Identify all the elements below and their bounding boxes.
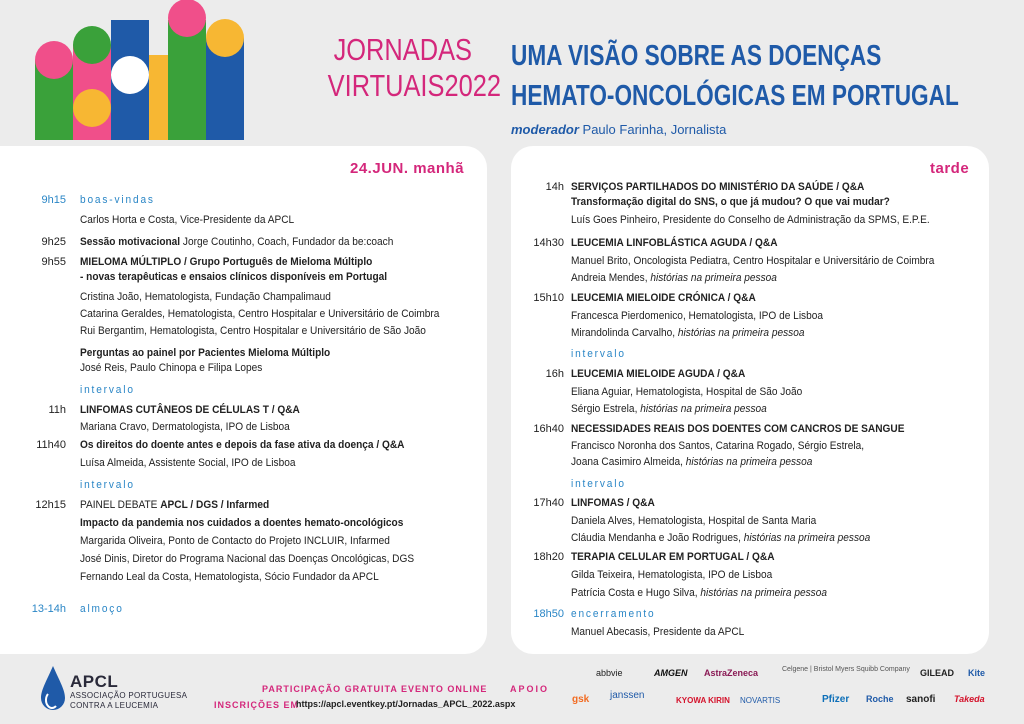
schedule-text: histórias na primeira pessoa	[650, 272, 777, 284]
schedule-text: intervalo	[80, 384, 135, 396]
schedule-text: Transformação digital do SNS, o que já mudou? O que vai mudar?	[571, 196, 890, 208]
schedule-line	[80, 193, 161, 208]
sponsor-bms: Celgene | Bristol Myers Squibb Company	[782, 666, 910, 673]
schedule-text: , Hematologista, IPO de Lisboa	[632, 569, 773, 581]
schedule-text: , Coach, Fundador da be:coach	[251, 236, 394, 248]
schedule-text: - novas terapêuticas e ensaios clínicos disponíveis em Portugal	[80, 271, 388, 283]
schedule-text: Manuel Brito	[571, 255, 628, 267]
sponsor-amgen: AMGEN	[654, 668, 688, 678]
schedule-line	[571, 236, 795, 251]
schedule-line	[80, 570, 405, 585]
schedule-text: LINFOMAS CUTÂNEOS DE CÉLULAS T / Q&A	[80, 404, 300, 416]
schedule-text: , Presidente da APCL	[647, 626, 745, 638]
schedule-line	[80, 270, 414, 285]
session-time: 9h55	[41, 256, 66, 268]
participation-note: PARTICIPAÇÃO GRATUITA EVENTO ONLINE	[262, 684, 488, 694]
schedule-text: , Ponto de Contacto do Projeto INCLUIR, Infarmed	[162, 535, 390, 547]
sponsor-pfizer: Pfizer	[822, 694, 850, 705]
schedule-text: LEUCEMIA MIELOIDE CRÓNICA / Q&A	[571, 292, 756, 304]
schedule-line	[80, 420, 308, 435]
schedule-text: encerramento	[571, 608, 656, 620]
schedule-text: boas-vindas	[80, 194, 155, 206]
schedule-line	[80, 361, 278, 376]
schedule-text: Sérgio Estrela	[571, 403, 635, 415]
schedule-text: Margarida Oliveira	[80, 535, 163, 547]
session-time: 11h40	[36, 439, 66, 451]
schedule-line	[571, 531, 896, 546]
schedule-text: Joana Casimiro Almeida	[571, 456, 681, 468]
schedule-text: Francesca Pierdomenico	[571, 310, 683, 322]
schedule-line	[571, 326, 825, 341]
schedule-line	[571, 254, 966, 269]
schedule-line	[571, 213, 961, 228]
schedule-text: , Hematologista, Fundação Champalimaud	[139, 291, 331, 303]
schedule-text: ,	[634, 403, 641, 415]
schedule-line	[571, 496, 662, 511]
schedule-line	[571, 586, 849, 601]
schedule-text: MIELOMA MÚLTIPLO / Grupo Português de Mieloma Múltiplo	[80, 256, 373, 268]
schedule-text: José Reis, Paulo Chinopa e Filipa Lopes	[80, 362, 263, 374]
schedule-text: ,	[672, 327, 678, 339]
sponsor-janssen: janssen	[610, 690, 645, 701]
apcl-subtitle	[70, 691, 187, 711]
schedule-text: Sessão motivacional	[80, 236, 181, 248]
schedule-text: Gilda Teixeira	[571, 569, 633, 581]
afternoon-label: tarde	[930, 160, 970, 177]
schedule-line	[80, 290, 353, 305]
schedule-line	[80, 307, 471, 322]
schedule-text: Mariana Cravo	[80, 421, 147, 433]
schedule-text: Manuel Abecasis	[571, 626, 648, 638]
schedule-text: Luís Goes Pinheiro	[571, 214, 658, 226]
schedule-text: APCL / DGS / Infarmed	[160, 499, 270, 511]
sponsor-gilead: GILEAD	[920, 668, 955, 678]
schedule-line	[80, 552, 443, 567]
event-theme-line1: UMA VISÃO SOBRE AS DOENÇAS	[511, 40, 882, 72]
apcl-subtitle-line2: CONTRA A LEUCEMIA	[70, 701, 159, 710]
schedule-line	[80, 383, 140, 398]
schedule-line	[571, 514, 838, 529]
sponsor-roche: Roche	[866, 694, 894, 704]
session-time: 18h50	[533, 608, 564, 620]
schedule-text: intervalo	[571, 478, 626, 490]
session-time: 14h	[545, 181, 564, 193]
schedule-text: , Oncologista Pediatra, Centro Hospitalar e Universitário de Coimbra	[627, 255, 935, 267]
pillar-shapes	[35, 0, 244, 140]
schedule-text: , Diretor do Programa Nacional das Doenças Oncológicas, DGS	[126, 553, 415, 565]
event-title-line2: VIRTUAIS2022	[327, 68, 502, 103]
session-time: 17h40	[533, 497, 564, 509]
schedule-text: LINFOMAS / Q&A	[571, 497, 655, 509]
session-time: 9h15	[41, 194, 66, 206]
schedule-text: Carlos Horta e Costa	[80, 214, 175, 226]
schedule-line	[571, 347, 631, 362]
session-time: 9h25	[41, 236, 66, 248]
schedule-line	[571, 439, 890, 454]
schedule-text: Os direitos do doente antes e depois da fase ativa da doença / Q&A	[80, 439, 405, 451]
schedule-line	[571, 477, 631, 492]
event-theme	[511, 36, 959, 116]
sponsor-astrazeneca: AstraZeneca	[704, 668, 759, 678]
apcl-name: APCL	[70, 672, 119, 691]
schedule-line	[571, 195, 918, 210]
schedule-text: , Hematologista, Hospital de São João	[630, 386, 803, 398]
schedule-line	[80, 478, 140, 493]
schedule-line	[571, 607, 663, 622]
morning-label: 24.JUN. manhã	[350, 160, 465, 177]
schedule-line	[571, 367, 760, 382]
session-time: 16h	[545, 368, 564, 380]
schedule-text: , Hematologista, Hospital de Santa Maria	[632, 515, 817, 527]
schedule-text: PAINEL DEBATE	[80, 499, 161, 511]
schedule-line	[80, 534, 417, 549]
schedule-text: Jorge Coutinho	[180, 236, 252, 248]
schedule-text: , Vice-Presidente da APCL	[174, 214, 295, 226]
schedule-line	[80, 516, 431, 531]
event-title	[327, 32, 502, 104]
schedule-line	[571, 422, 933, 437]
schedule-line	[80, 255, 398, 270]
sponsor-novartis: NOVARTIS	[740, 696, 781, 705]
schedule-line	[571, 309, 845, 324]
schedule-text: Patrícia Costa e Hugo Silva	[571, 587, 695, 599]
schedule-line	[571, 402, 784, 417]
schedule-text: histórias na primeira pessoa	[677, 327, 805, 339]
schedule-text: Catarina Geraldes	[80, 308, 163, 320]
schedule-text: ,	[680, 456, 686, 468]
schedule-text: , Presidente do Conselho de Administração da SPMS, E.P.E.	[657, 214, 930, 226]
schedule-text: Andreia Mendes	[571, 272, 645, 284]
moderator-label: moderador	[511, 122, 579, 137]
schedule-text: Eliana Aguiar	[571, 386, 631, 398]
session-time: 12h15	[35, 499, 66, 511]
schedule-text: Cláudia Mendanha e João Rodrigues	[571, 532, 739, 544]
schedule-text: histórias na primeira pessoa	[685, 456, 813, 468]
sponsor-kite: Kite	[968, 668, 986, 678]
sponsor-gsk: gsk	[572, 694, 590, 705]
session-time: 15h10	[533, 292, 564, 304]
schedule-text: NECESSIDADES REAIS DOS DOENTES COM CANCROS DE SANGUE	[571, 423, 905, 435]
schedule-text: Francisco Noronha dos Santos, Catarina Rogado, Sérgio Estrela,	[571, 440, 865, 452]
session-time: 16h40	[533, 423, 564, 435]
schedule-text: , Hematologista, IPO de Lisboa	[682, 310, 824, 322]
schedule-line	[571, 385, 822, 400]
schedule-line	[571, 180, 890, 195]
schedule-text: ,	[694, 587, 701, 599]
schedule-text: Cristina João	[80, 291, 140, 303]
schedule-line	[571, 455, 833, 470]
schedule-text: Rui Bergantim	[80, 325, 145, 337]
schedule-text: , Assistente Social, IPO de Lisboa	[143, 457, 296, 469]
schedule-text: histórias na primeira pessoa	[640, 403, 767, 415]
sponsor-sanofi: sanofi	[906, 694, 936, 705]
schedule-line	[571, 291, 772, 306]
schedule-line	[80, 602, 127, 617]
schedule-line	[80, 213, 313, 228]
schedule-text: Daniela Alves	[571, 515, 633, 527]
session-time: 11h	[48, 404, 66, 416]
event-title-line1: JORNADAS	[333, 32, 472, 67]
schedule-text: , Hematologista, Centro Hospitalar e Universitário de Coimbra	[162, 308, 440, 320]
schedule-text: , Dermatologista, IPO de Lisboa	[146, 421, 290, 433]
event-logo-art	[30, 0, 250, 140]
session-time: 18h20	[533, 551, 564, 563]
session-time: 13-14h	[31, 603, 66, 615]
schedule-line	[80, 324, 456, 339]
schedule-line	[80, 346, 352, 361]
schedule-line	[571, 550, 792, 565]
schedule-text: intervalo	[80, 479, 135, 491]
schedule-text: ,	[738, 532, 744, 544]
schedule-line	[80, 456, 314, 471]
apcl-subtitle-line1: ASSOCIAÇÃO PORTUGUESA	[70, 691, 188, 700]
schedule-text: LEUCEMIA MIELOIDE AGUDA / Q&A	[571, 368, 746, 380]
schedule-text: ,	[644, 272, 651, 284]
schedule-line	[571, 625, 759, 640]
schedule-text: TERAPIA CELULAR EM PORTUGAL / Q&A	[571, 551, 775, 563]
event-theme-line2: HEMATO-ONCOLÓGICAS EM PORTUGAL	[511, 80, 959, 112]
apcl-drop-icon	[38, 664, 68, 714]
schedule-text: histórias na primeira pessoa	[743, 532, 871, 544]
sponsor-abbvie: abbvie	[596, 668, 623, 678]
registration-link[interactable]: https://apcl.eventkey.pt/Jornadas_APCL_2022.aspx	[296, 699, 516, 709]
registration-label: INSCRIÇÕES EM	[214, 700, 300, 710]
schedule-text: Impacto da pandemia nos cuidados a doentes hemato-oncológicos	[80, 517, 404, 529]
schedule-text: Fernando Leal da Costa	[80, 571, 189, 583]
session-time: 14h30	[533, 237, 564, 249]
moderator	[511, 122, 726, 137]
schedule-text: Mirandolinda Carvalho	[571, 327, 673, 339]
schedule-line	[80, 498, 286, 513]
schedule-text: José Dinis	[80, 553, 127, 565]
schedule-text: intervalo	[571, 348, 626, 360]
support-label: APOIO	[510, 684, 550, 694]
schedule-line	[80, 438, 433, 453]
schedule-text: , Hematologista, Centro Hospitalar e Universitário de São João	[144, 325, 426, 337]
schedule-text: Luísa Almeida	[80, 457, 144, 469]
schedule-text: SERVIÇOS PARTILHADOS DO MINISTÉRIO DA SAÚDE / Q&A	[571, 181, 865, 193]
schedule-text: almoço	[80, 603, 124, 615]
schedule-line	[80, 403, 319, 418]
schedule-text: , Hematologista, Sócio Fundador da APCL	[188, 571, 379, 583]
schedule-line	[80, 235, 421, 250]
schedule-line	[571, 568, 790, 583]
sponsor-takeda: Takeda	[954, 694, 985, 704]
schedule-line	[571, 271, 795, 286]
schedule-text: histórias na primeira pessoa	[700, 587, 827, 599]
schedule-text: LEUCEMIA LINFOBLÁSTICA AGUDA / Q&A	[571, 237, 778, 249]
sponsor-kyowa-kirin: KYOWA KIRIN	[676, 696, 730, 705]
schedule-text: Perguntas ao painel por Pacientes Mieloma Múltiplo	[80, 347, 331, 359]
moderator-name: Paulo Farinha, Jornalista	[582, 122, 727, 137]
